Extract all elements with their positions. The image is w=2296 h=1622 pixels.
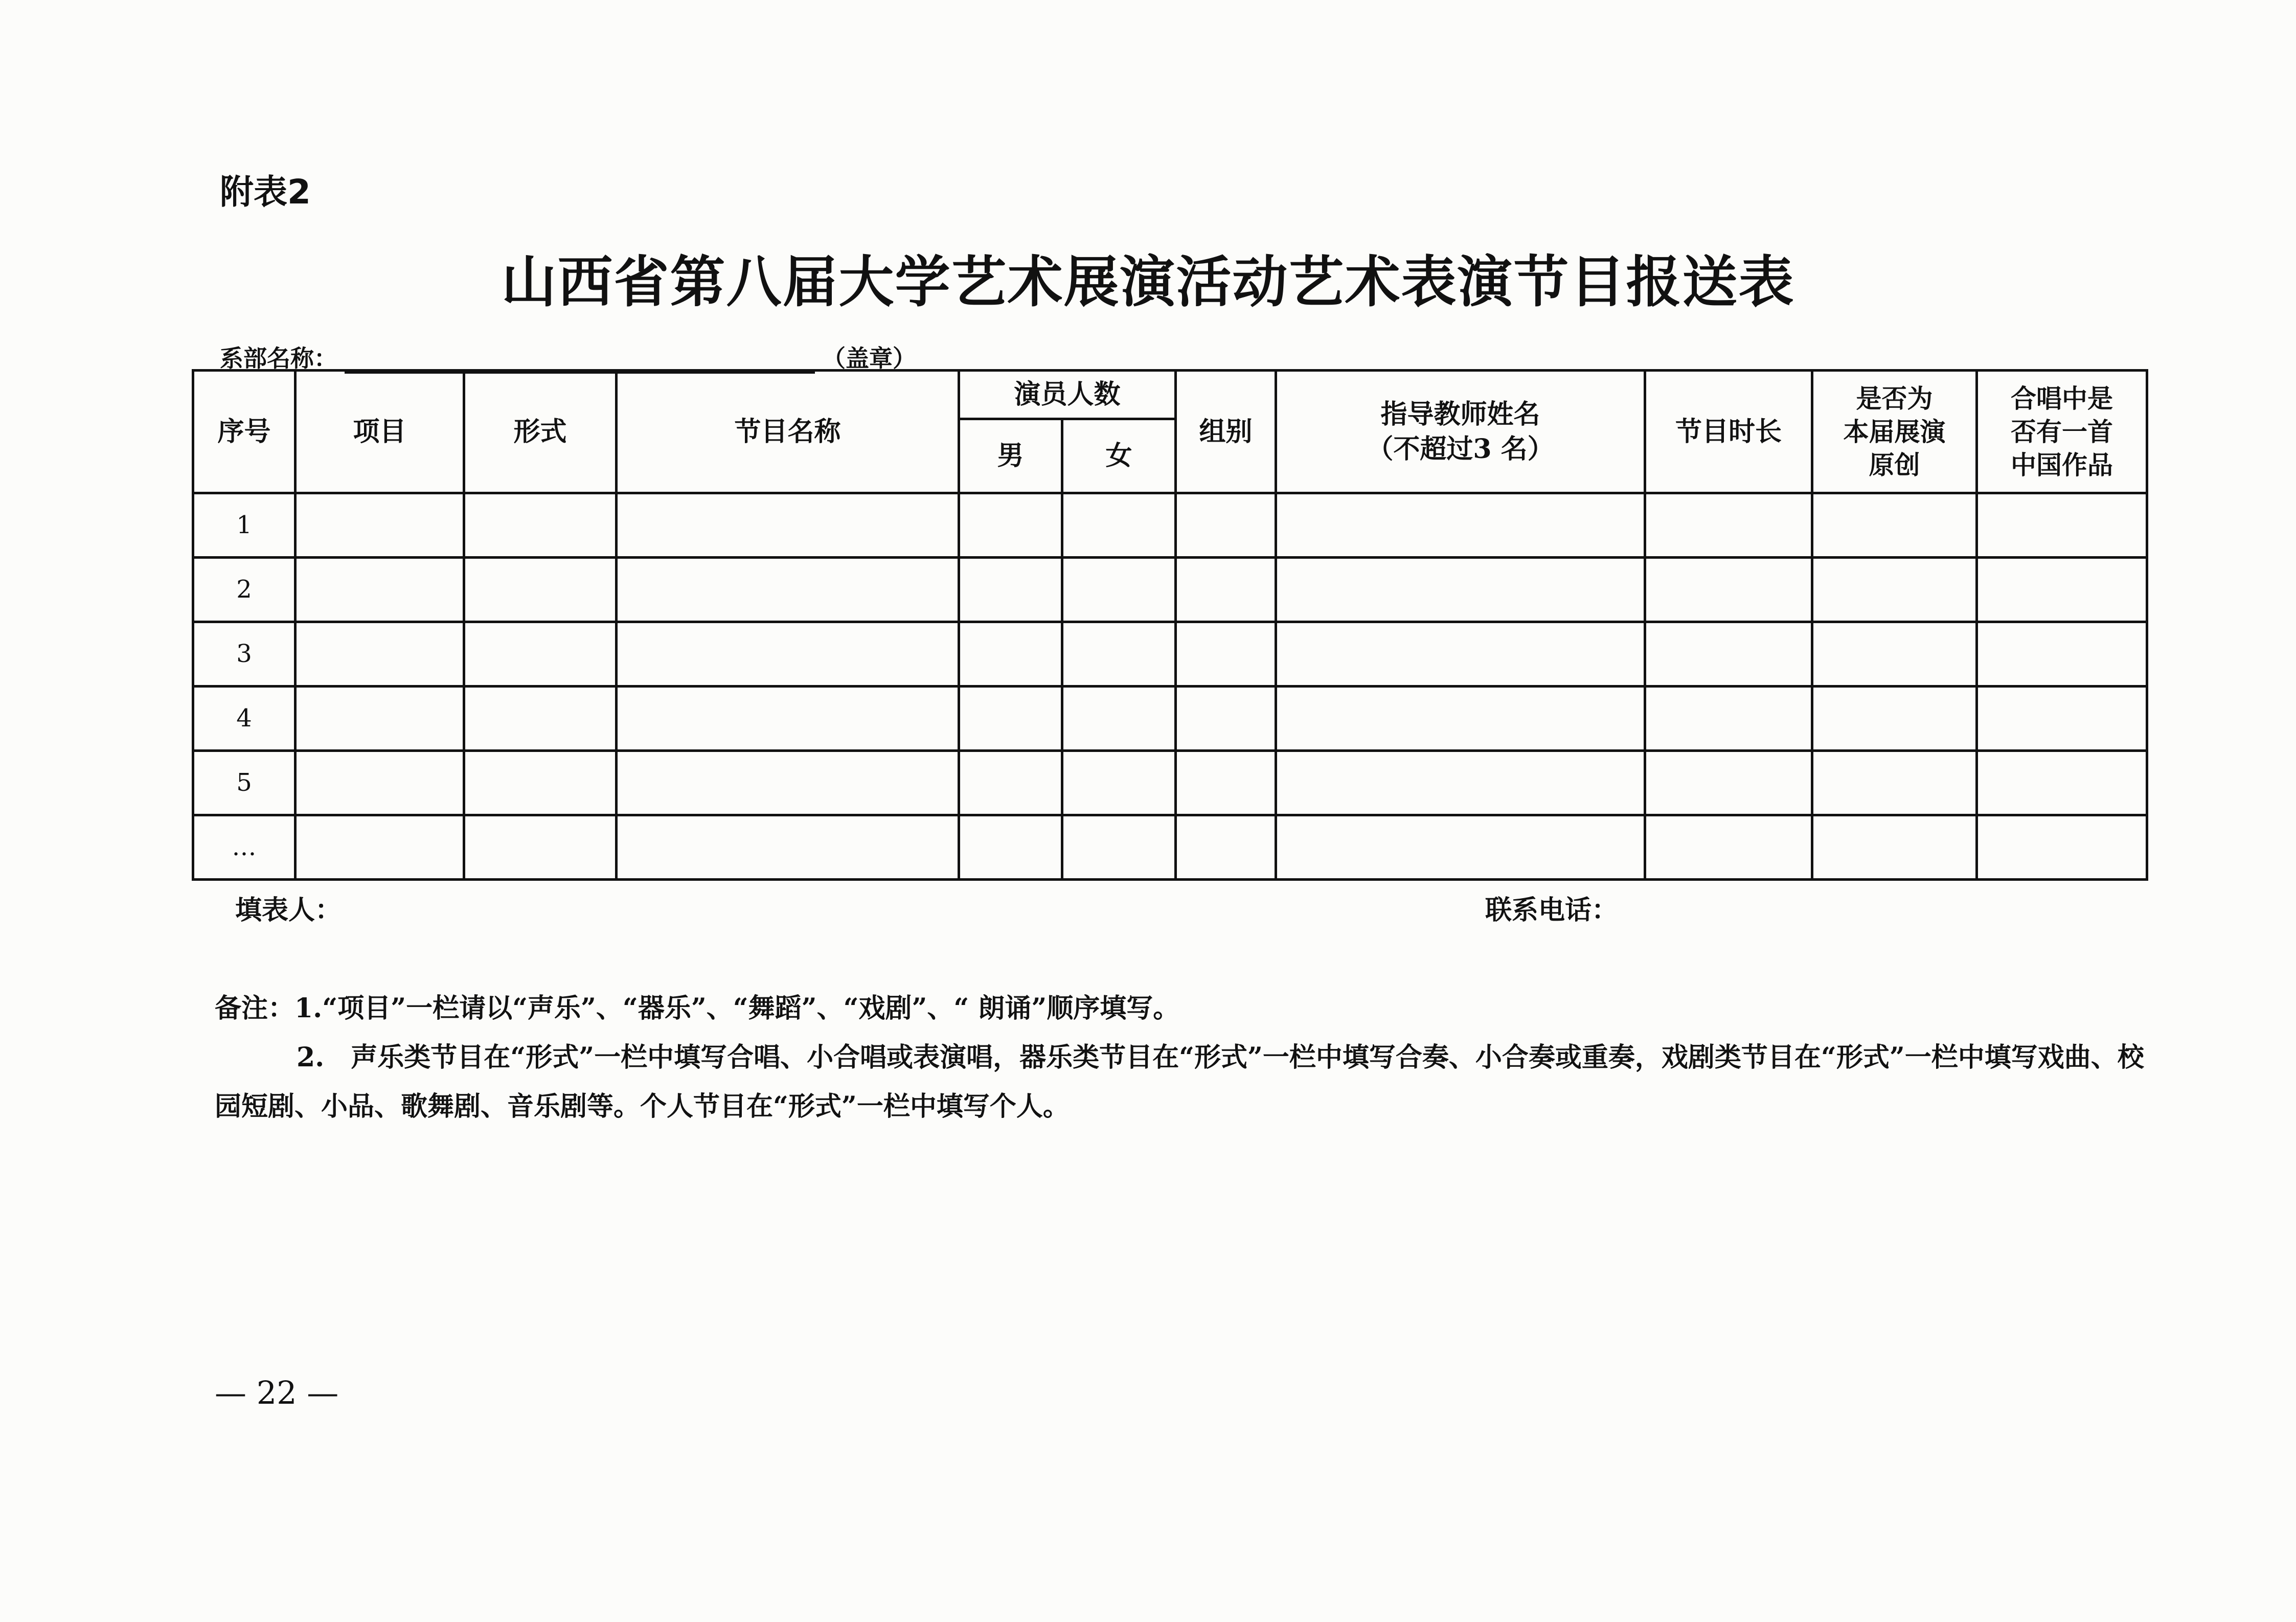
- row-seq: 1: [193, 493, 295, 558]
- table-cell[interactable]: [959, 558, 1062, 622]
- header-male: 男: [959, 419, 1062, 493]
- table-cell[interactable]: [1062, 493, 1176, 558]
- table-cell[interactable]: [295, 622, 464, 687]
- table-cell[interactable]: [1276, 558, 1645, 622]
- table-cell[interactable]: [1645, 493, 1812, 558]
- department-label: 系部名称：: [220, 345, 337, 372]
- table-cell[interactable]: [617, 751, 959, 815]
- table-cell[interactable]: [1276, 687, 1645, 751]
- table-cell[interactable]: [617, 558, 959, 622]
- row-seq: 4: [193, 687, 295, 751]
- table-cell[interactable]: [295, 687, 464, 751]
- table-cell[interactable]: [1176, 493, 1276, 558]
- document-title: 山西省第八届大学艺术展演活动艺术表演节目报送表: [501, 250, 1795, 314]
- table-cell[interactable]: [1645, 751, 1812, 815]
- note-1: 备注：1.“项目”一栏请以“声乐”、“器乐”、“舞蹈”、“戏剧”、“ 朗诵”顺序填写。: [215, 993, 1180, 1024]
- table-cell[interactable]: [1176, 558, 1276, 622]
- table-cell[interactable]: [1645, 622, 1812, 687]
- table-cell[interactable]: [959, 687, 1062, 751]
- table-cell[interactable]: [1812, 751, 1977, 815]
- header-female: 女: [1062, 419, 1176, 493]
- table-cell[interactable]: [1062, 815, 1176, 880]
- table-cell[interactable]: [1062, 558, 1176, 622]
- table-cell[interactable]: [1812, 558, 1977, 622]
- header-original: [1812, 371, 1977, 493]
- table-row: [193, 558, 2147, 622]
- row-seq: 3: [193, 622, 295, 687]
- page-number: — 22 —: [215, 1374, 339, 1411]
- table-cell[interactable]: [1062, 751, 1176, 815]
- filler-label: 填表人：: [235, 895, 342, 926]
- table-cell[interactable]: [464, 815, 617, 880]
- header-teacher-line2: （不超过3 名）: [1367, 433, 1554, 465]
- table-row: [193, 622, 2147, 687]
- table-cell[interactable]: [959, 815, 1062, 880]
- table-cell[interactable]: [1812, 687, 1977, 751]
- table-cell[interactable]: [295, 751, 464, 815]
- table-cell[interactable]: [1812, 622, 1977, 687]
- header-group: 组别: [1176, 371, 1276, 493]
- table-cell[interactable]: [1062, 687, 1176, 751]
- table-cell[interactable]: [617, 815, 959, 880]
- header-teacher-line1: 指导教师姓名: [1380, 398, 1540, 430]
- table-cell[interactable]: [1276, 622, 1645, 687]
- table-cell[interactable]: [1812, 493, 1977, 558]
- header-original-line2: 本届展演: [1843, 417, 1946, 447]
- table-cell[interactable]: [464, 622, 617, 687]
- header-program-name: 节目名称: [617, 371, 959, 493]
- row-seq: 5: [193, 751, 295, 815]
- table-cell[interactable]: [295, 815, 464, 880]
- header-chinese-work: [1977, 371, 2147, 493]
- table-cell[interactable]: [1977, 751, 2147, 815]
- phone-label: 联系电话：: [1485, 895, 1619, 926]
- table-cell[interactable]: [464, 687, 617, 751]
- header-chinese-line2: 否有一首: [2011, 417, 2113, 447]
- table-cell[interactable]: [959, 751, 1062, 815]
- table-cell[interactable]: [617, 622, 959, 687]
- table-cell[interactable]: [1276, 815, 1645, 880]
- table-cell[interactable]: [464, 558, 617, 622]
- table-cell[interactable]: [295, 558, 464, 622]
- program-table: [192, 369, 2148, 881]
- table-cell[interactable]: [464, 493, 617, 558]
- table-cell[interactable]: [959, 622, 1062, 687]
- note-2: 2. 声乐类节目在“形式”一栏中填写合唱、小合唱或表演唱，器乐类节目在“形式”一栏中填写合奏、小合奏或重奏，戏剧类节目在“形式”一栏中填写戏曲、校园短剧、小品、歌舞剧、音乐剧等。个人节目在“形式”一栏中填写个人。: [215, 1042, 2144, 1123]
- row-seq: 2: [193, 558, 295, 622]
- table-cell[interactable]: [1977, 558, 2147, 622]
- table-cell[interactable]: [464, 751, 617, 815]
- header-performers: 演员人数: [959, 371, 1176, 419]
- table-cell[interactable]: [1977, 622, 2147, 687]
- table-row: [193, 493, 2147, 558]
- table-cell[interactable]: [1645, 815, 1812, 880]
- table-cell[interactable]: [1176, 687, 1276, 751]
- table-cell[interactable]: [1645, 558, 1812, 622]
- table-row: [193, 751, 2147, 815]
- table-row: [193, 687, 2147, 751]
- header-chinese-line3: 中国作品: [2011, 450, 2113, 480]
- table-cell[interactable]: [1176, 751, 1276, 815]
- table-cell[interactable]: [1812, 815, 1977, 880]
- table-cell[interactable]: [1977, 815, 2147, 880]
- header-project: 项目: [295, 371, 464, 493]
- header-teacher: [1276, 371, 1645, 493]
- table-cell[interactable]: [1176, 815, 1276, 880]
- header-chinese-line1: 合唱中是: [2011, 383, 2113, 414]
- table-cell[interactable]: [617, 493, 959, 558]
- table-cell[interactable]: [295, 493, 464, 558]
- table-cell[interactable]: [1062, 622, 1176, 687]
- table-cell[interactable]: [1276, 751, 1645, 815]
- row-seq: …: [193, 815, 295, 880]
- table-cell[interactable]: [959, 493, 1062, 558]
- header-original-line1: 是否为: [1856, 383, 1933, 414]
- table-cell[interactable]: [1977, 493, 2147, 558]
- table-cell[interactable]: [617, 687, 959, 751]
- header-form: 形式: [464, 371, 617, 493]
- attachment-label: 附表2: [220, 172, 311, 212]
- header-duration: 节目时长: [1645, 371, 1812, 493]
- header-seq: 序号: [193, 371, 295, 493]
- notes: [215, 984, 2147, 1132]
- table-cell[interactable]: [1176, 622, 1276, 687]
- seal-label: （盖章）: [822, 345, 916, 372]
- table-cell[interactable]: [1276, 493, 1645, 558]
- table-row: [193, 815, 2147, 880]
- header-original-line3: 原创: [1869, 450, 1920, 480]
- table-cell[interactable]: [1645, 687, 1812, 751]
- table-cell[interactable]: [1977, 687, 2147, 751]
